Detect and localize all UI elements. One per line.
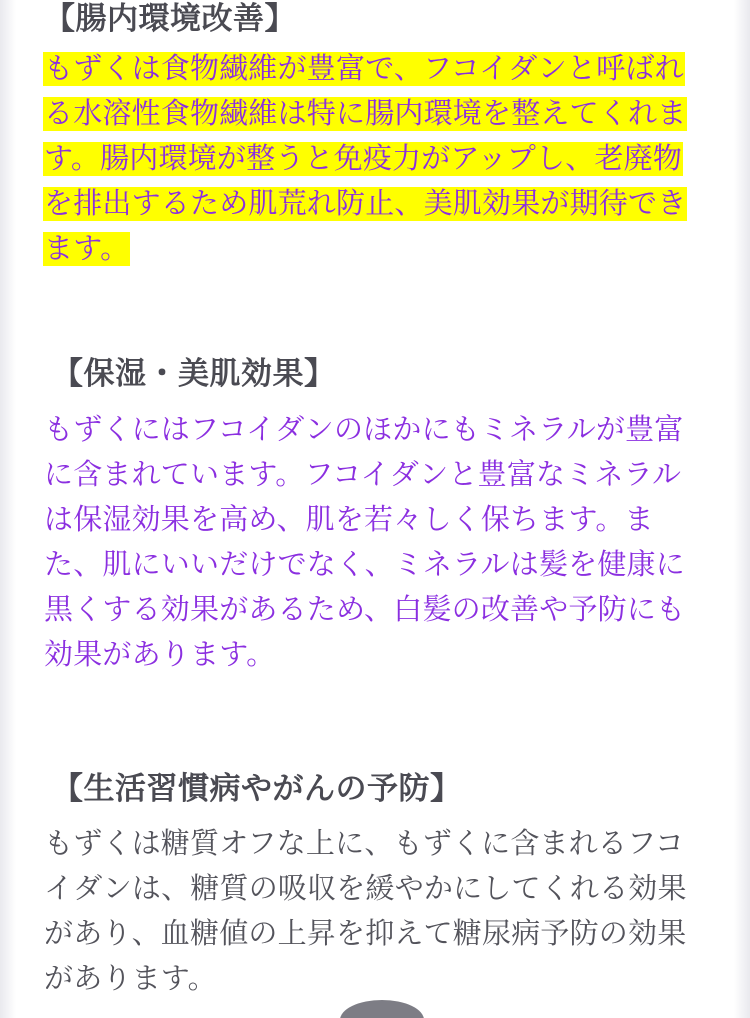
section-heading: 【生活習慣病やがんの予防】 bbox=[52, 771, 462, 806]
section-heading: 【腸内環境改善】 bbox=[44, 1, 296, 36]
highlight-span: を排出するため肌荒れ防止、美肌効果が期待でき bbox=[44, 188, 687, 220]
text-line: 効果があります。 bbox=[44, 639, 276, 671]
section-moisture-beauty-body bbox=[44, 408, 706, 678]
document-content bbox=[44, 0, 706, 1018]
highlight-span: もずくは食物繊維が豊富で、フコイダンと呼ばれ bbox=[44, 53, 684, 85]
text-line bbox=[44, 47, 706, 92]
section-gut-environment-body bbox=[44, 47, 706, 272]
page-edge-left bbox=[0, 0, 16, 1018]
section-gut-environment-heading-wrap bbox=[44, 0, 296, 40]
text-line: た、肌にいいだけでなく、ミネラルは髪を健康に bbox=[44, 549, 685, 581]
text-line: もずくは糖質オフな上に、もずくに含まれるフコ bbox=[44, 828, 685, 860]
text-line: は保湿効果を高め、肌を若々しく保ちます。ま bbox=[44, 504, 654, 536]
section-lifestyle-disease-body bbox=[44, 822, 706, 1002]
highlight-span: ます。 bbox=[44, 233, 130, 265]
text-line: に含まれています。フコイダンと豊富なミネラル bbox=[44, 459, 682, 491]
text-line: 黒くする効果があるため、白髪の改善や予防にも bbox=[44, 594, 686, 626]
section-lifestyle-disease-heading-wrap bbox=[44, 768, 462, 810]
paragraph bbox=[44, 822, 706, 1002]
section-heading: 【保湿・美肌効果】 bbox=[52, 356, 336, 391]
paragraph bbox=[44, 408, 706, 678]
highlight-span: る水溶性食物繊維は特に腸内環境を整えてくれま bbox=[44, 98, 687, 130]
text-line bbox=[44, 137, 706, 182]
page-edge-right bbox=[734, 0, 750, 1018]
text-line: イダンは、糖質の吸収を緩やかにしてくれる効果 bbox=[44, 873, 687, 905]
text-line bbox=[44, 92, 706, 137]
text-line bbox=[44, 227, 706, 272]
text-line: があり、血糖値の上昇を抑えて糖尿病予防の効果 bbox=[44, 918, 687, 950]
section-moisture-beauty-heading-wrap bbox=[44, 353, 336, 395]
text-line bbox=[44, 182, 706, 227]
highlight-span: す。腸内環境が整うと免疫力がアップし、老廃物 bbox=[44, 143, 683, 175]
text-line: もずくにはフコイダンのほかにもミネラルが豊富 bbox=[44, 414, 684, 446]
text-line: があります。 bbox=[44, 963, 217, 995]
paragraph-highlighted bbox=[44, 47, 706, 272]
